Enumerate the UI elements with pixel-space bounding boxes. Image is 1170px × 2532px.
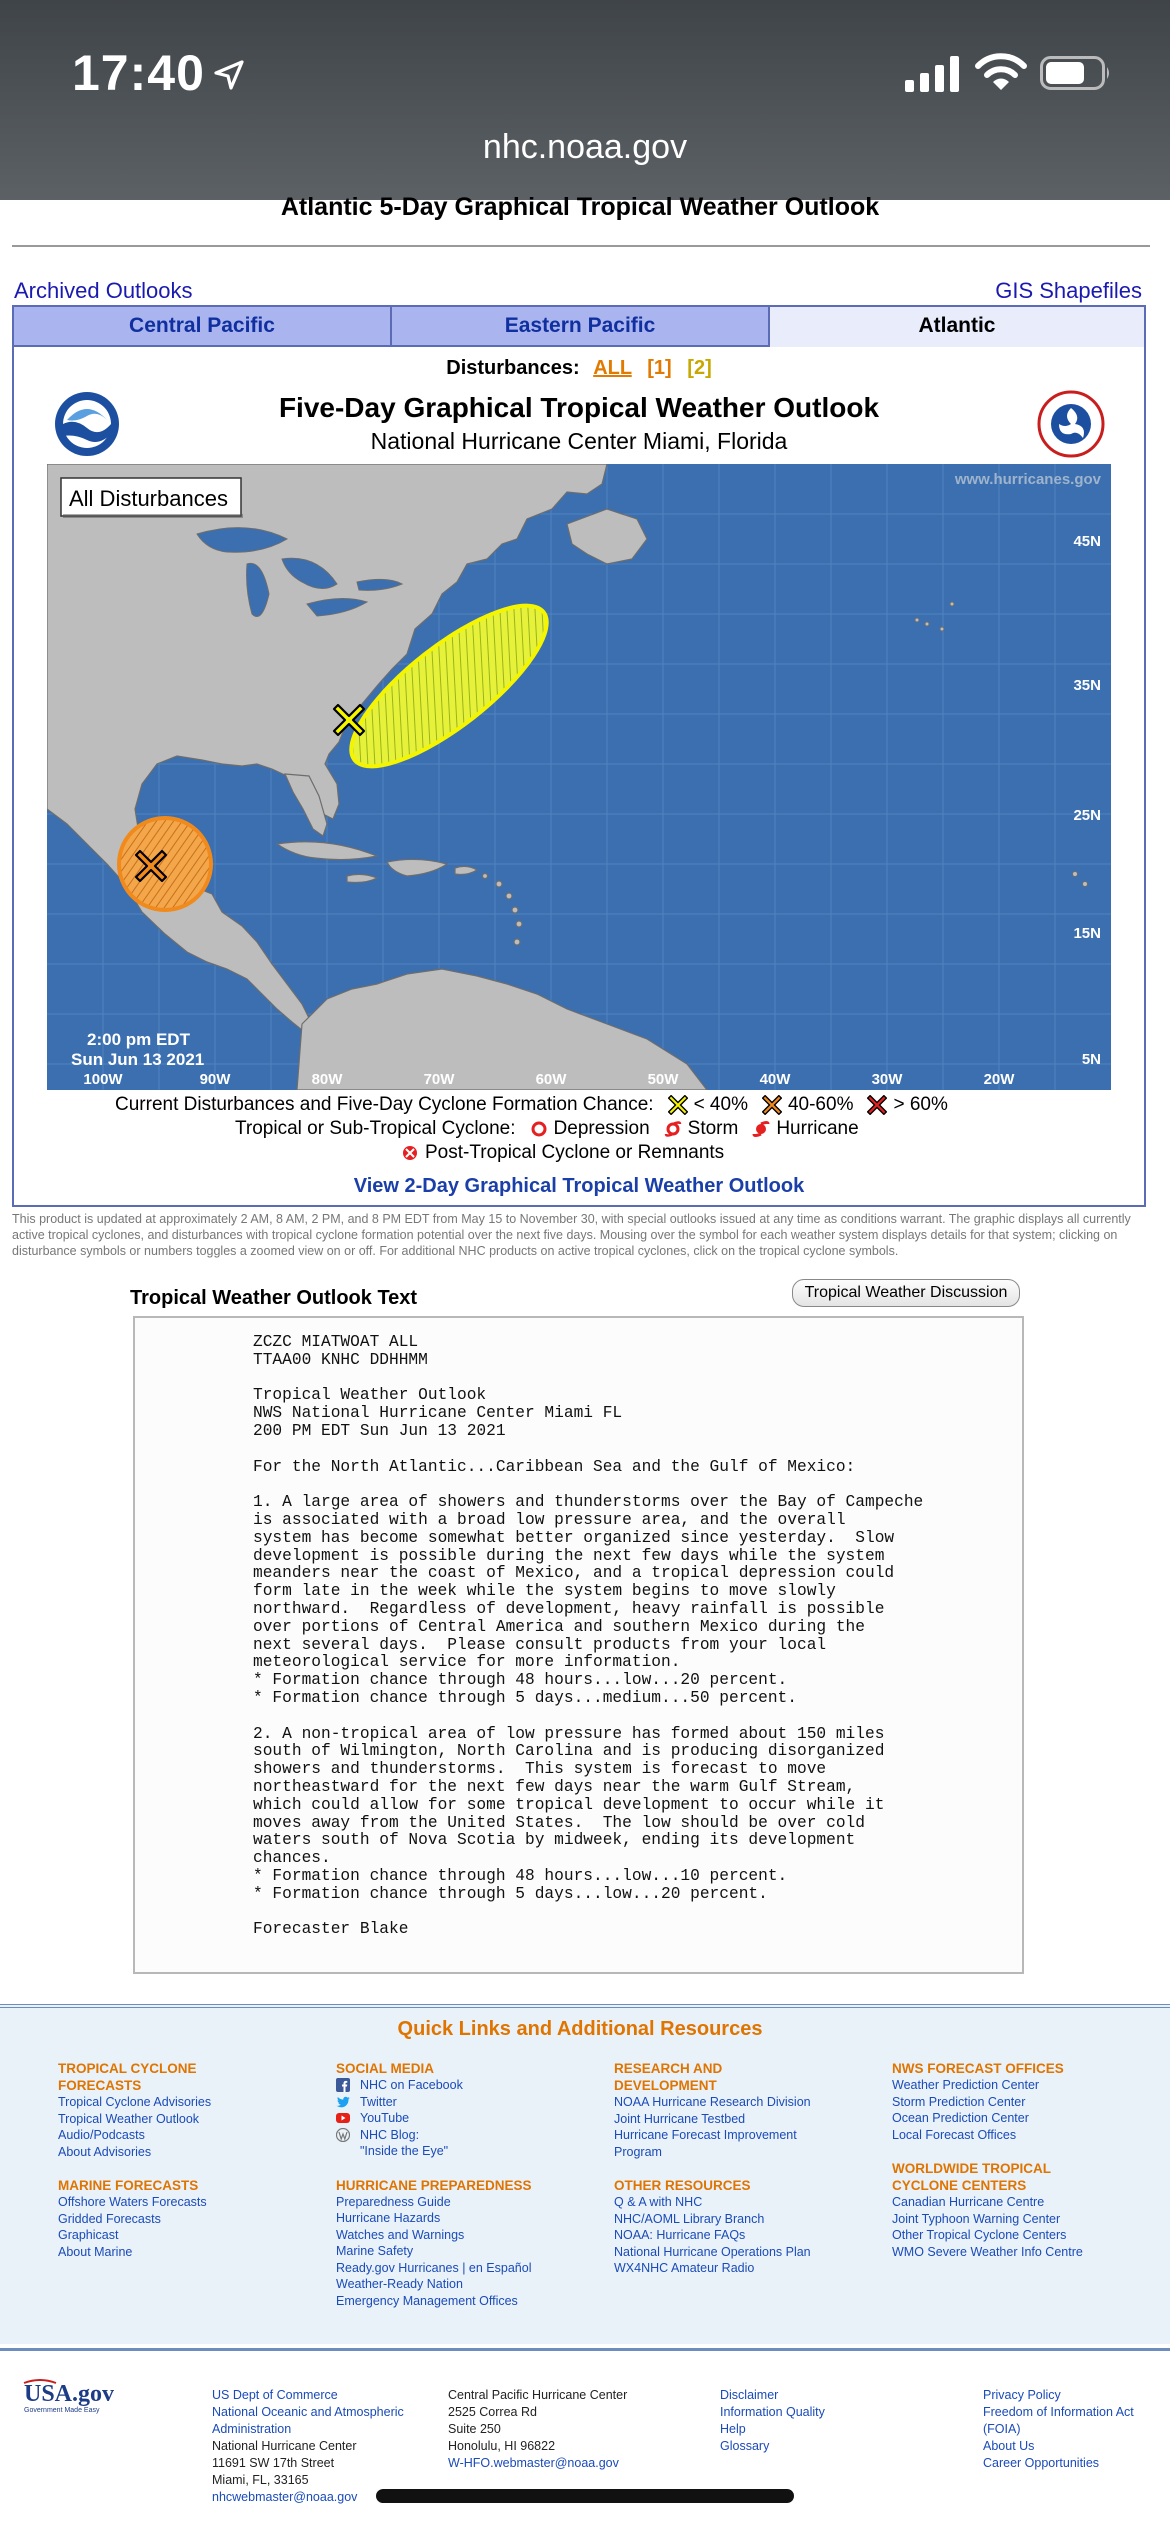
lat-label: 45N: [1073, 533, 1101, 550]
low-chance-x-icon: [668, 1095, 688, 1115]
address-line: Honolulu, HI 96822: [448, 2439, 556, 2453]
outlook-text-title: Tropical Weather Outlook Text: [130, 1287, 418, 1309]
issue-time: 2:00 pm EDT: [87, 1030, 190, 1049]
footer-link[interactable]: Freedom of Information Act (FOIA): [983, 2405, 1134, 2436]
disturbance-1-link[interactable]: [1]: [647, 357, 672, 379]
footer-link[interactable]: Hurricane Hazards: [336, 2211, 441, 2225]
quick-links-heading: Quick Links and Additional Resources: [397, 2018, 763, 2040]
footer-link[interactable]: Weather-Ready Nation: [336, 2277, 463, 2291]
footer-heading: HURRICANE PREPAREDNESS: [336, 2177, 532, 2193]
site-footer: [0, 2348, 1170, 2532]
website-watermark: www.hurricanes.gov: [954, 471, 1101, 488]
status-bar: [0, 0, 1170, 200]
graphic-heading: Five-Day Graphical Tropical Weather Outlook: [278, 392, 880, 423]
footer-link[interactable]: Marine Safety: [336, 2244, 414, 2258]
footer-link[interactable]: Offshore Waters Forecasts: [58, 2195, 207, 2209]
footer-link[interactable]: Preparedness Guide: [336, 2194, 451, 2209]
footer-cphc-address: [448, 2387, 668, 2472]
disturbances-selector: [14, 357, 1144, 380]
footer-link[interactable]: Tropical Weather Outlook: [58, 2111, 200, 2126]
footer-link[interactable]: NOAA: Hurricane FAQs: [614, 2228, 746, 2242]
archived-outlooks-link[interactable]: Archived Outlooks: [14, 278, 193, 303]
tab-eastern-pacific[interactable]: Eastern Pacific: [392, 307, 770, 347]
update-note: This product is updated at approximately 2 AM, 8 AM, 2 PM, and 8 PM EDT from May 15 to November 30, with special outlooks issued at any time as conditions warrant. The graphic displays all currently active tropical cyclones, and disturbances with tropical cyclone formation potential over the next five days. Mousing over the symbol for each weather system displays details for that system; clicking on disturbance symbols or numbers toggles a zoomed view on or off. For additional NHC products on active tropical cyclones, click on the tropical cyclone symbols.: [12, 1212, 1131, 1258]
address-line: Suite 250: [448, 2422, 501, 2436]
cellular-signal-icon: [905, 56, 963, 92]
footer-col-social: [336, 2060, 606, 2309]
youtube-link[interactable]: YouTube: [336, 2110, 606, 2127]
footer-heading: RESEARCH AND DEVELOPMENT: [614, 2061, 723, 2093]
footer-link[interactable]: Joint Hurricane Testbed: [614, 2111, 746, 2126]
basin-tabs: [14, 307, 1144, 347]
legend-hurricane: Hurricane: [776, 1118, 859, 1139]
quick-links-footer: [0, 2004, 1170, 2344]
footer-link[interactable]: Help: [720, 2422, 746, 2436]
legend-medium: 40-60%: [787, 1094, 854, 1115]
graphic-subheading: National Hurricane Center Miami, Florida: [370, 428, 788, 454]
footer-link[interactable]: Hurricane Forecast Improvement Program: [614, 2128, 797, 2159]
footer-col-forecasts: [58, 2060, 328, 2260]
footer-link[interactable]: WX4NHC Amateur Radio: [614, 2261, 755, 2275]
lon-label: 60W: [535, 1071, 567, 1088]
legend-high: > 60%: [893, 1094, 948, 1115]
outlook-graphic: [47, 386, 1111, 1172]
outlook-map: [47, 464, 1111, 1090]
lat-label: 5N: [1081, 1051, 1101, 1068]
all-disturbances-label: All Disturbances: [69, 486, 228, 511]
tab-central-pacific[interactable]: Central Pacific: [14, 307, 392, 347]
footer-link[interactable]: About Marine: [58, 2244, 133, 2259]
location-arrow-icon: [212, 58, 246, 92]
footer-link[interactable]: National Oceanic and Atmospheric Administration: [212, 2405, 404, 2436]
footer-heading: MARINE FORECASTS: [58, 2178, 199, 2193]
facebook-link[interactable]: NHC on Facebook: [336, 2077, 606, 2094]
footer-link[interactable]: Glossary: [720, 2439, 770, 2453]
footer-link[interactable]: Information Quality: [720, 2405, 825, 2419]
legend-storm: Storm: [687, 1118, 739, 1139]
youtube-icon: [336, 2111, 350, 2125]
home-indicator[interactable]: [376, 2489, 794, 2503]
footer-link[interactable]: WMO Severe Weather Info Centre: [892, 2244, 1083, 2259]
lon-label: 80W: [311, 1071, 343, 1088]
battery-icon: [1040, 56, 1112, 90]
usa-gov-logo[interactable]: [20, 2375, 140, 2415]
address-bar-url[interactable]: nhc.noaa.gov: [482, 128, 688, 166]
address-line: Central Pacific Hurricane Center: [448, 2388, 628, 2402]
footer-heading: TROPICAL CYCLONE FORECASTS: [58, 2061, 197, 2093]
footer-heading: NWS FORECAST OFFICES: [892, 2061, 1064, 2076]
footer-link[interactable]: Privacy Policy: [983, 2388, 1061, 2402]
outlook-panel: [12, 305, 1146, 1207]
footer-link[interactable]: Disclaimer: [720, 2388, 779, 2402]
address-line: 11691 SW 17th Street: [212, 2456, 335, 2470]
lon-label: 20W: [983, 1071, 1015, 1088]
disturbance-1-area[interactable]: [119, 818, 211, 910]
footer-link[interactable]: Career Opportunities: [983, 2456, 1100, 2470]
gis-shapefiles-link[interactable]: GIS Shapefiles: [995, 278, 1142, 303]
legend-post-tropical: Post-Tropical Cyclone or Remnants: [425, 1142, 725, 1163]
depression-icon: [530, 1120, 548, 1138]
footer-link[interactable]: Q & A with NHC: [614, 2195, 703, 2209]
map-legend: [47, 1090, 1111, 1172]
footer-link[interactable]: Emergency Management Offices: [336, 2293, 518, 2308]
email-link[interactable]: W-HFO.webmaster@noaa.gov: [448, 2456, 619, 2470]
disturbance-2-link[interactable]: [2]: [687, 357, 712, 379]
address-line: Miami, FL, 33165: [212, 2473, 309, 2487]
twitter-link[interactable]: Twitter: [336, 2094, 606, 2111]
all-disturbances-box[interactable]: [61, 478, 243, 518]
lon-label: 100W: [83, 1071, 123, 1088]
footer-link[interactable]: Gridded Forecasts: [58, 2211, 161, 2226]
footer-heading: SOCIAL MEDIA: [336, 2061, 435, 2076]
footer-link[interactable]: About Us: [983, 2439, 1035, 2453]
outlook-text-body: ZCZC MIATWOAT ALL TTAA00 KNHC DDHHMM Tropical Weather Outlook NWS National Hurricane Center Miami FL 200 PM EDT Sun Jun 13 2021 For the North Atlantic...Caribbean Sea and the Gulf of Mexico: 1. A large area of showers and thunderstorms over the Bay of Campeche is associated with a broad low pressure area, and the overall system has become somewhat better organized since yesterday. Slow development is possible during the next few days while the system meanders near the coast of Mexico, and a tropical depression could form late in the week while the system begins to move slowly northward. Regardless of development, heavy rainfall is possible over portions of Central America and southern Mexico during the next several days. Please consult products from your local meteorological service for more information. * Formation chance through 48 hours...low...20 percent. * Formation chance through 5 days...medium...50 percent. 2. A non-tropical area of low pressure has formed about 150 miles south of Wilmington, North Carolina and is producing disorganized showers and thunderstorms. This system is forecast to move northeastward for the next few days near the warm Gulf Stream, which could allow for some tropical development to occur while it moves away from the United States. The low should be over cold waters south of Nova Scotia by midweek, ending its development chances. * Formation chance through 48 hours...low...10 percent. * Formation chance through 5 days...low...20 percent. Forecaster Blake: [253, 1333, 924, 1939]
footer-link[interactable]: Other Tropical Cyclone Centers: [892, 2228, 1067, 2242]
footer-link[interactable]: Watches and Warnings: [336, 2227, 465, 2242]
footer-heading: WORLDWIDE TROPICAL CYCLONE CENTERS: [892, 2161, 1051, 2193]
wifi-icon: [975, 52, 1027, 92]
legend-formation-label: Current Disturbances and Five-Day Cyclone Formation Chance:: [115, 1094, 654, 1115]
twitter-icon: [336, 2095, 350, 2109]
address-line: National Hurricane Center: [212, 2439, 357, 2453]
tropical-weather-discussion-button[interactable]: Tropical Weather Discussion: [792, 1279, 1020, 1307]
lat-label: 35N: [1073, 677, 1101, 694]
lon-label: 70W: [423, 1071, 455, 1088]
clock: 17:40: [72, 45, 205, 101]
footer-link[interactable]: NHC/AOML Library Branch: [614, 2211, 765, 2226]
legend-cyclone-label: Tropical or Sub-Tropical Cyclone:: [235, 1118, 516, 1139]
wordpress-icon: [336, 2128, 350, 2142]
footer-help-links: [720, 2387, 880, 2455]
hurricane-icon: [752, 1120, 770, 1138]
post-tropical-icon: [401, 1144, 419, 1162]
legend-depression: Depression: [553, 1118, 650, 1139]
svg-text:USA.gov: USA.gov: [24, 2381, 115, 2407]
footer-link[interactable]: US Dept of Commerce: [212, 2388, 338, 2402]
footer-link[interactable]: Storm Prediction Center: [892, 2094, 1026, 2109]
legend-low: < 40%: [693, 1094, 748, 1115]
disturbances-label: Disturbances:: [446, 357, 580, 379]
storm-icon: [664, 1120, 682, 1138]
tab-atlantic[interactable]: Atlantic: [770, 307, 1144, 347]
footer-link[interactable]: Tropical Cyclone Advisories: [58, 2095, 212, 2109]
high-chance-x-icon: [867, 1095, 887, 1115]
footer-heading: OTHER RESOURCES: [614, 2178, 751, 2193]
footer-link[interactable]: Local Forecast Offices: [892, 2127, 1017, 2142]
disturbance-all-link[interactable]: ALL: [593, 357, 632, 379]
svg-text:Government Made Easy: Government Made Easy: [24, 2407, 100, 2414]
footer-col-research: [614, 2060, 884, 2277]
outlook-text-box: [133, 1316, 1024, 1974]
blog-subtitle[interactable]: "Inside the Eye": [360, 2144, 449, 2158]
lon-label: 50W: [647, 1071, 679, 1088]
blog-link[interactable]: NHC Blog:: [336, 2127, 606, 2144]
lat-label: 15N: [1073, 925, 1101, 942]
medium-chance-x-icon: [762, 1095, 782, 1115]
title-divider: [12, 245, 1150, 247]
lon-label: 40W: [759, 1071, 791, 1088]
footer-link[interactable]: Graphicast: [58, 2228, 119, 2242]
footer-link[interactable]: Ocean Prediction Center: [892, 2111, 1029, 2125]
footer-link[interactable]: Joint Typhoon Warning Center: [892, 2211, 1061, 2226]
issue-date: Sun Jun 13 2021: [71, 1050, 205, 1069]
footer-link[interactable]: Audio/Podcasts: [58, 2128, 145, 2142]
nws-logo: [1037, 390, 1105, 458]
view-2-day-outlook-link[interactable]: View 2-Day Graphical Tropical Weather Outlook: [353, 1175, 805, 1197]
address-line: 2525 Correa Rd: [448, 2405, 537, 2419]
email-link[interactable]: nhcwebmaster@noaa.gov: [212, 2490, 358, 2504]
footer-col-offices: [892, 2060, 1162, 2260]
footer-link[interactable]: Canadian Hurricane Centre: [892, 2195, 1045, 2209]
footer-link[interactable]: About Advisories: [58, 2144, 152, 2159]
footer-policy-links: [983, 2387, 1163, 2472]
lat-label: 25N: [1073, 807, 1101, 824]
footer-link[interactable]: National Hurricane Operations Plan: [614, 2244, 811, 2259]
footer-link[interactable]: Ready.gov Hurricanes | en Español: [336, 2260, 532, 2275]
page-title: Atlantic 5-Day Graphical Tropical Weather Outlook: [280, 193, 880, 221]
lon-label: 90W: [199, 1071, 231, 1088]
facebook-icon: [336, 2078, 350, 2092]
footer-link[interactable]: NOAA Hurricane Research Division: [614, 2095, 811, 2109]
footer-link[interactable]: Weather Prediction Center: [892, 2078, 1040, 2092]
lon-label: 30W: [871, 1071, 903, 1088]
